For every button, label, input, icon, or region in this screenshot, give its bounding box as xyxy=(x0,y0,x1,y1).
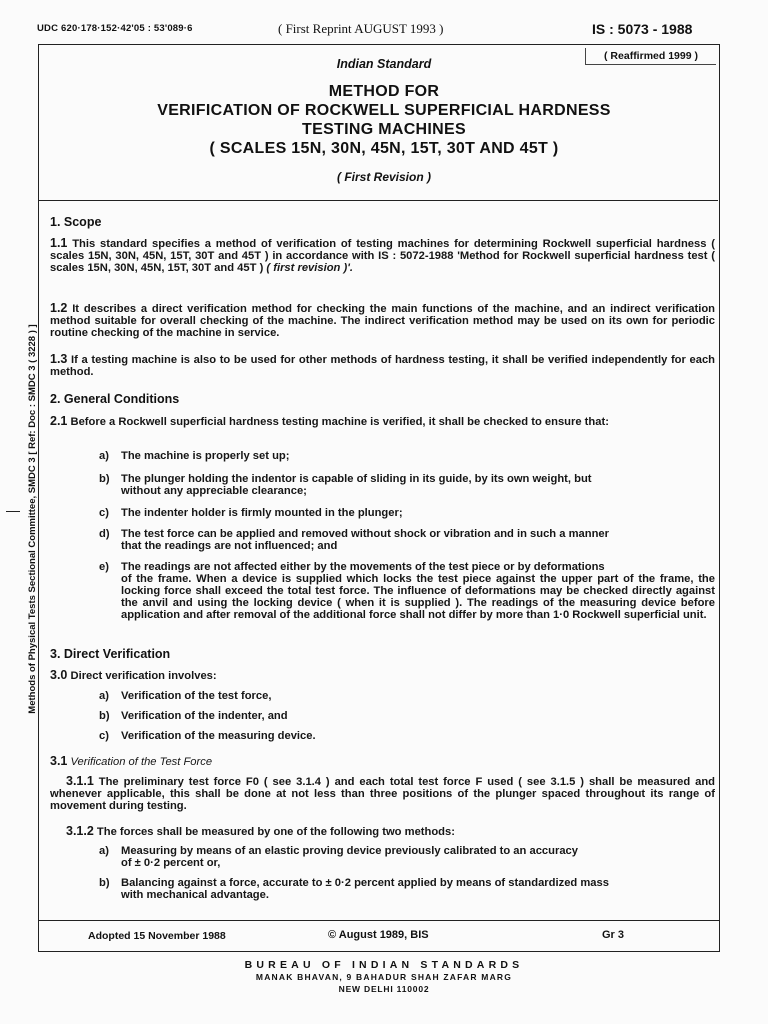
item-text: Verification of the test force, xyxy=(121,690,272,702)
clause-number: 3.1.1 xyxy=(66,774,94,788)
item-text-cont: without any appreciable clearance; xyxy=(121,485,307,497)
publisher-name: BUREAU OF INDIAN STANDARDS xyxy=(244,959,524,971)
title-line-4: ( SCALES 15N, 30N, 45N, 15T, 30T AND 45T ) xyxy=(209,140,559,157)
clause-title: Verification of the Test Force xyxy=(70,756,213,768)
clause-1-2 xyxy=(50,302,715,339)
clause-number: 1.2 xyxy=(50,301,68,315)
list-item xyxy=(99,507,715,519)
reaffirmed-box: ( Reaffirmed 1999 ) xyxy=(585,48,716,65)
item-text: Measuring by means of an elastic proving device previously calibrated to an accuracy xyxy=(121,845,578,857)
item-label: a) xyxy=(99,690,109,702)
item-label: d) xyxy=(99,528,110,540)
clause-tail: ( first revision )'. xyxy=(266,262,353,274)
list-item xyxy=(99,710,715,722)
reprint-note: ( First Reprint AUGUST 1993 ) xyxy=(278,21,444,36)
item-text: Verification of the measuring device. xyxy=(121,730,316,742)
clause-text: The preliminary test force F0 ( see 3.1.4 ) and each total test force F used ( see 3.1.5 ) shall be measured and whenever applicable, this shall be done at not less than three positions of the plunger spaced throughout its range of movement during testing. xyxy=(50,776,716,812)
publisher-address-line-1: MANAK BHAVAN, 9 BAHADUR SHAH ZAFAR MARG xyxy=(255,972,513,982)
list-item xyxy=(99,730,715,742)
title-line-2: VERIFICATION OF ROCKWELL SUPERFICIAL HARDNESS xyxy=(157,102,611,119)
indian-standard-label: Indian Standard xyxy=(336,57,432,71)
title-line-3: TESTING MACHINES xyxy=(302,121,466,138)
clause-3-1-2 xyxy=(66,825,716,838)
item-label: c) xyxy=(99,730,109,742)
clause-text: Before a Rockwell superficial hardness testing machine is verified, it shall be checked to ensure that: xyxy=(70,416,609,428)
clause-text: It describes a direct verification method for checking the main functions of the machine, and an indirect verification method suitable for overall checking of the machine. The indirect verification method may be used on its own for periodic routine checking of the machine in service. xyxy=(50,303,715,339)
committee-side-note: Methods of Physical Tests Sectional Committee, SMDC 3 [ Ref: Doc : SMDC 3 ( 3228 ) ] xyxy=(27,324,38,714)
clause-2-1 xyxy=(50,415,715,428)
section-2-heading: 2. General Conditions xyxy=(50,392,180,406)
clause-text: If a testing machine is also to be used for other methods of hardness testing, it shall be verified independently for each method. xyxy=(50,354,715,378)
list-item xyxy=(99,528,715,552)
revision-label: ( First Revision ) xyxy=(336,170,431,184)
standard-number: IS : 5073 - 1988 xyxy=(592,21,693,37)
price-group: Gr 3 xyxy=(602,929,625,941)
item-label: a) xyxy=(99,845,109,857)
list-item xyxy=(99,473,715,497)
item-text: The readings are not affected either by the movements of the test piece or by deformations xyxy=(121,561,605,573)
item-text-cont: of ± 0·2 percent or, xyxy=(121,857,221,869)
list-item xyxy=(99,845,715,869)
clause-1-3 xyxy=(50,353,715,378)
clause-number: 2.1 xyxy=(50,414,68,428)
list-item xyxy=(99,877,715,901)
item-label: b) xyxy=(99,710,110,722)
title-line-1: METHOD FOR xyxy=(328,83,440,100)
section-1-heading: 1. Scope xyxy=(50,215,102,229)
item-text-cont: with mechanical advantage. xyxy=(121,889,269,901)
margin-mark xyxy=(6,511,20,512)
item-text: The test force can be applied and removed without shock or vibration and in such a manner xyxy=(121,528,609,540)
item-text: The machine is properly set up; xyxy=(121,450,290,462)
section-3-heading: 3. Direct Verification xyxy=(50,647,171,661)
list-item xyxy=(99,690,715,702)
clause-3-1-1 xyxy=(50,775,715,812)
item-label: c) xyxy=(99,507,109,519)
udc-code: UDC 620·178·152·42'05 : 53'089·6 xyxy=(37,23,193,34)
clause-3-0 xyxy=(50,669,715,682)
clause-number: 3.0 xyxy=(50,668,68,682)
clause-number: 1.3 xyxy=(50,352,68,366)
title-rule xyxy=(38,200,718,201)
list-item xyxy=(99,561,715,621)
item-label: b) xyxy=(99,877,110,889)
clause-number: 3.1.2 xyxy=(66,824,94,838)
clause-text: The forces shall be measured by one of the following two methods: xyxy=(96,826,455,838)
item-text: Verification of the indenter, and xyxy=(121,710,288,722)
copyright-note: © August 1989, BIS xyxy=(328,929,429,941)
clause-1-1 xyxy=(50,237,715,274)
item-label: b) xyxy=(99,473,110,485)
item-text: The indenter holder is firmly mounted in the plunger; xyxy=(121,507,403,519)
list-item xyxy=(99,450,715,462)
adopted-date: Adopted 15 November 1988 xyxy=(88,930,226,942)
item-label: a) xyxy=(99,450,109,462)
item-text-cont: of the frame. When a device is supplied which locks the test piece against the upper part of the frame, the locking force shall exceed the total test force. The influence of deformations may be checked directly against the anvil and using the locking device ( when it is supplied ). The readings of the measuring device before application and after removal of the additional force shall not differ by more than 1·0 Rockwell superficial unit. xyxy=(121,573,715,621)
publisher-address-line-2: NEW DELHI 110002 xyxy=(338,984,430,994)
clause-text: Direct verification involves: xyxy=(70,670,217,682)
item-text: The plunger holding the indentor is capable of sliding in its guide, by its own weight, but xyxy=(121,473,592,485)
clause-text: This standard specifies a method of verification of testing machines for determining Rockwell superficial hardness ( scales 15N, 30N, 45N, 15T, 30T and 45T ) in accordance with IS : 5072-1988 'Method for Rockwell superficial hardness test ( scales 15N, 30N, 45N, 15T, 30T and 45T ) xyxy=(50,238,715,274)
item-label: e) xyxy=(99,561,109,573)
clause-number: 1.1 xyxy=(50,236,68,250)
clause-number: 3.1 xyxy=(50,754,68,768)
clause-3-1 xyxy=(50,755,715,768)
item-text-cont: that the readings are not influenced; and xyxy=(121,540,338,552)
item-text: Balancing against a force, accurate to ± 0·2 percent applied by means of standardized mass xyxy=(121,877,609,889)
